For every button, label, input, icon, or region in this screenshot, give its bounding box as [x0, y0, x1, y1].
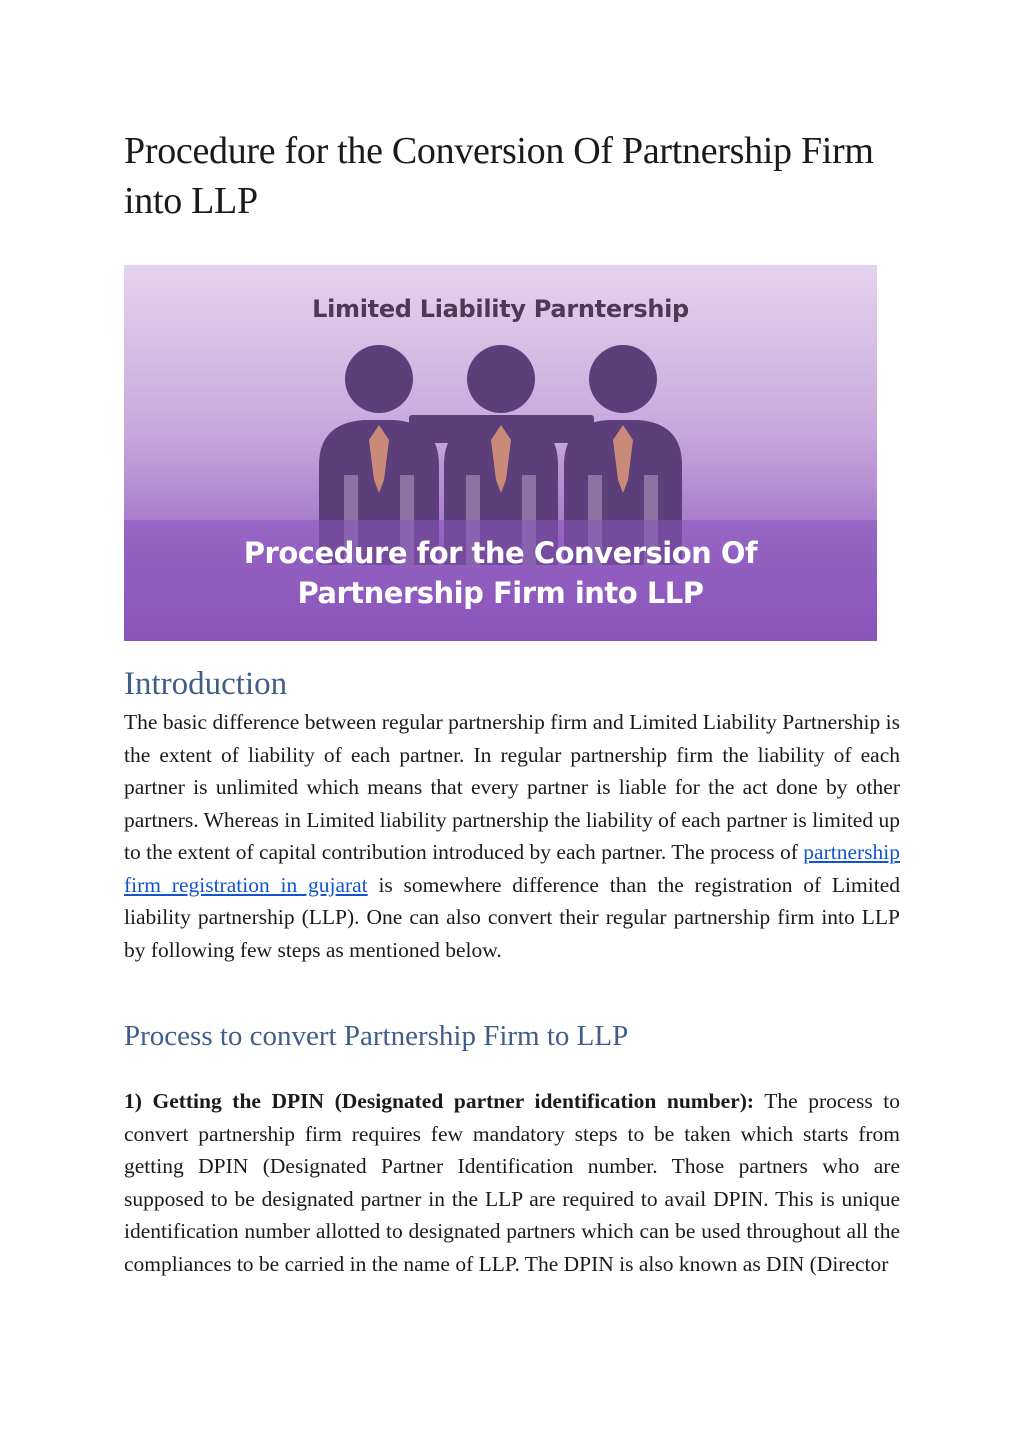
- intro-text-after-link: is somewhere difference than the registration of Limited liability partnership (LLP). One can also convert their regular partnership firm into LLP by following few steps as mentioned below.: [124, 872, 900, 962]
- step1-paragraph: [124, 1085, 900, 1280]
- hero-bottom-line1: Procedure for the Conversion Of: [243, 536, 758, 570]
- step1-text: The process to convert partnership firm requires few mandatory steps to be taken which starts from getting DPIN (Designated Partner Identification number. Those partners who are supposed to be designated partner in the LLP are required to avail DPIN. This is unique identification number allotted to designated partners which can be used throughout all the compliances to be carried in the name of LLP. The DPIN is also known as DIN (Director: [124, 1089, 900, 1276]
- partnership-registration-link[interactable]: partnership firm registration in gujarat: [124, 840, 900, 897]
- intro-text-before-link: The basic difference between regular partnership firm and Limited Liability Partnership is the extent of liability of each partner. In regular partnership firm the liability of each partner is unlimited which means that every partner is liable for the act done by other partners. Whereas in Limited liability partnership the liability of each partner is limited up to the extent of capital contribution introduced by each partner. The process of: [124, 710, 900, 864]
- document-title: Procedure for the Conversion Of Partnership Firm into LLP: [124, 130, 874, 222]
- step1-title: 1) Getting the DPIN (Designated partner identification number):: [124, 1089, 755, 1113]
- hero-bottom-text: [124, 533, 877, 613]
- introduction-paragraph: [124, 706, 900, 966]
- hero-image: [124, 265, 877, 641]
- hero-top-text: Limited Liability Parntership: [312, 295, 689, 323]
- hero-bottom-line2: Partnership Firm into LLP: [297, 576, 704, 610]
- process-heading: Process to convert Partnership Firm to LLP: [124, 1020, 629, 1052]
- introduction-heading: Introduction: [124, 666, 288, 702]
